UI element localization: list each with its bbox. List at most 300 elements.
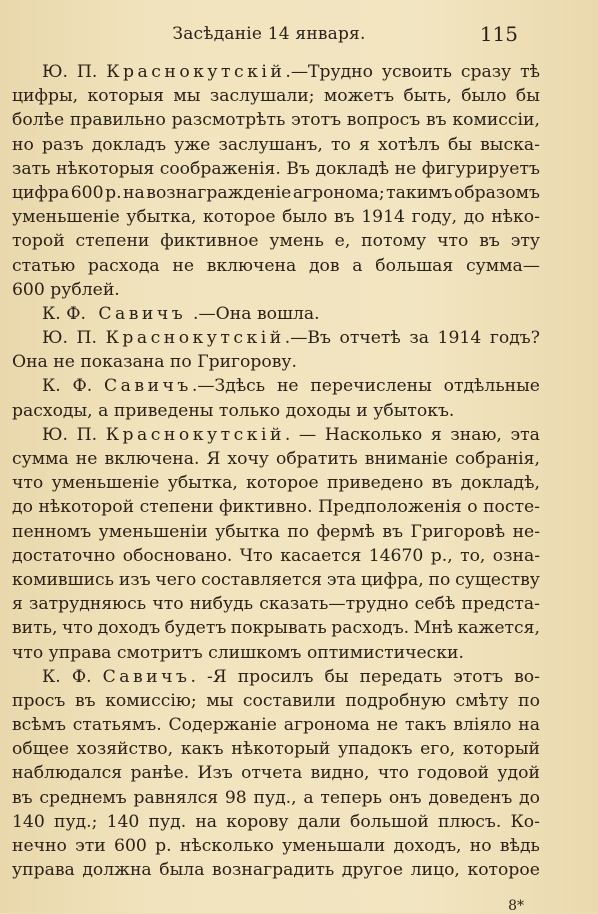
word-group	[259, 592, 408, 616]
text-line	[12, 133, 540, 157]
word-group	[75, 834, 106, 858]
word: дов	[308, 255, 340, 276]
word: а	[352, 255, 363, 276]
word-group	[12, 834, 67, 858]
word: всѣмъ	[12, 715, 66, 736]
text-line	[12, 374, 540, 398]
word: -Я	[206, 666, 227, 687]
word: обратить	[275, 449, 358, 469]
word-group	[293, 181, 385, 205]
word: цифры,	[12, 86, 79, 107]
word: 600	[70, 182, 104, 203]
word-group	[12, 447, 69, 471]
word: р.	[155, 836, 172, 856]
speaker-name: Краснокутскій	[106, 62, 286, 82]
word: правильно	[69, 110, 166, 131]
word-group	[71, 181, 104, 205]
word-group	[106, 326, 331, 350]
word: докладъ	[91, 134, 167, 155]
word: .—Здѣсь	[191, 376, 266, 397]
word-group	[422, 157, 540, 181]
word: что	[152, 594, 184, 615]
word: бы	[447, 134, 472, 155]
word: 1914	[437, 328, 482, 349]
speaker-name: Савичъ	[104, 376, 192, 397]
word-group	[172, 108, 286, 132]
word-group	[240, 544, 273, 568]
text-line	[12, 495, 540, 519]
word-group	[415, 592, 456, 616]
word: наблюдался	[12, 763, 123, 784]
word: такъ	[405, 715, 447, 736]
word: удой	[497, 763, 540, 784]
word: можетъ	[323, 86, 395, 107]
word: управа	[12, 860, 75, 881]
word: докладѣ,	[460, 473, 540, 494]
word-group	[493, 544, 540, 568]
word: доходъ,	[393, 836, 462, 856]
word-group	[269, 229, 323, 253]
word: Предположенія	[318, 497, 462, 518]
word-group	[210, 84, 315, 108]
word-group	[310, 374, 431, 398]
text-line	[12, 761, 540, 785]
word-group	[12, 520, 91, 544]
word: равнялся	[133, 787, 219, 808]
word-group	[146, 181, 291, 205]
word: нѣсколько	[179, 836, 274, 856]
word-group	[206, 689, 233, 713]
word-group	[227, 447, 269, 471]
word-group	[467, 858, 539, 882]
word: мы	[173, 86, 201, 107]
word-group	[42, 133, 84, 157]
word-group	[197, 761, 232, 785]
word: озна-	[492, 545, 540, 566]
word: году,	[411, 207, 458, 228]
word: .	[284, 424, 291, 445]
word-group	[282, 834, 385, 858]
word-group	[518, 713, 540, 737]
word: предста-	[461, 594, 540, 615]
word-group	[42, 60, 68, 84]
word: до	[12, 497, 33, 518]
word-group	[382, 520, 403, 544]
word: на	[195, 811, 218, 832]
word-group	[394, 834, 462, 858]
word: 98	[224, 787, 247, 808]
word: Я	[206, 449, 221, 469]
word: хотѣлъ	[378, 134, 440, 155]
word: смѣту	[455, 690, 509, 711]
word-group	[311, 761, 370, 785]
word: умень	[269, 231, 324, 252]
word: уменьшали	[282, 836, 386, 856]
word-group	[382, 60, 452, 84]
word-group	[455, 447, 540, 471]
word-group	[103, 665, 196, 689]
word: подробную	[345, 690, 446, 711]
word: большая	[375, 255, 454, 276]
word-group	[414, 616, 453, 640]
word-group	[438, 810, 501, 834]
word: убытка,	[167, 473, 238, 494]
text-line	[12, 616, 540, 640]
word: К.	[42, 376, 61, 397]
word: Ю.	[42, 328, 68, 349]
word: въ	[334, 207, 355, 228]
word: передать	[359, 666, 443, 687]
word: П.	[76, 424, 98, 445]
word-group	[77, 737, 173, 761]
speaker-name: Краснокутскій	[105, 424, 285, 445]
word-group	[12, 544, 115, 568]
word: 1914	[361, 207, 405, 228]
word: пуд.,	[253, 787, 297, 808]
text-line	[12, 278, 540, 302]
word-group	[42, 374, 61, 398]
text-line	[12, 205, 540, 229]
word: доведенъ	[428, 787, 513, 808]
word: Ф.	[71, 666, 92, 687]
text-line	[12, 858, 540, 882]
word-group	[450, 423, 502, 447]
word-group	[241, 761, 302, 785]
word: хочу	[227, 449, 269, 469]
word-group	[325, 665, 349, 689]
word: ранѣе.	[130, 763, 190, 784]
word: нѣкоторый	[231, 739, 331, 760]
word-group	[12, 471, 43, 495]
word: отчета	[241, 763, 303, 784]
word-group	[174, 133, 210, 157]
word: комиссію;	[105, 690, 197, 711]
word: не	[172, 255, 195, 276]
word-group	[395, 157, 417, 181]
word-group	[104, 374, 265, 398]
word-group	[12, 761, 122, 785]
word-group	[180, 834, 274, 858]
word-group	[12, 810, 45, 834]
word-group	[466, 254, 540, 278]
text-line	[12, 302, 540, 326]
word: пуд.	[148, 811, 187, 832]
word-group	[520, 60, 540, 84]
word-group	[431, 423, 442, 447]
signature-mark: 8*	[508, 898, 524, 914]
word: включена	[206, 255, 297, 276]
word-group	[72, 665, 92, 689]
word-group	[460, 544, 485, 568]
word-group	[226, 810, 288, 834]
word: Григоровѣ	[410, 521, 506, 542]
text-line	[12, 520, 540, 544]
word-group	[238, 665, 314, 689]
word: вознаградить	[212, 860, 335, 881]
word-group	[42, 665, 61, 689]
word-group	[12, 181, 69, 205]
word: Въ	[286, 158, 310, 179]
word: среднемъ	[39, 787, 127, 808]
word-group	[152, 592, 183, 616]
word: достаточно	[12, 545, 116, 566]
word-group	[299, 423, 316, 447]
speaker-name: Савичъ	[98, 303, 187, 324]
word-group	[309, 254, 340, 278]
word-group	[361, 229, 426, 253]
word-group	[218, 133, 322, 157]
word-group	[133, 786, 218, 810]
word: .—Трудно	[285, 62, 373, 82]
word: корову	[226, 811, 289, 832]
text-line	[12, 84, 540, 108]
word: упадокъ	[337, 739, 413, 760]
word-group	[453, 665, 503, 689]
word: а	[303, 787, 314, 808]
word: въ	[12, 787, 33, 808]
word: плюсъ.	[437, 811, 502, 832]
text-line	[12, 423, 540, 447]
word: нѣкоторыя	[55, 158, 155, 179]
word: изъ	[118, 569, 151, 590]
word: торой	[12, 231, 65, 252]
word-group	[106, 423, 291, 447]
word-group	[190, 592, 253, 616]
word-group	[470, 834, 492, 858]
word-group	[511, 229, 540, 253]
word: которое	[246, 473, 319, 494]
word: заслушали;	[209, 86, 315, 107]
word: просъ	[12, 690, 66, 711]
word-group	[360, 665, 443, 689]
word-group	[88, 84, 164, 108]
word: болѣе	[12, 110, 65, 131]
word: приведено	[327, 473, 424, 494]
running-header	[14, 20, 524, 50]
word: заслушанъ,	[218, 134, 323, 155]
word: существу	[455, 569, 540, 590]
word-group	[140, 495, 214, 519]
word-group	[160, 157, 281, 181]
word: то,	[460, 545, 486, 566]
word-group	[12, 495, 33, 519]
word: бы	[515, 86, 540, 107]
word-group	[461, 84, 506, 108]
word-group	[340, 326, 401, 350]
word-group	[73, 713, 162, 737]
word: я	[12, 594, 23, 615]
word-group	[76, 229, 150, 253]
text-line	[12, 592, 540, 616]
word-group	[428, 786, 512, 810]
word-group	[420, 737, 455, 761]
word-group	[378, 761, 409, 785]
word-group	[246, 471, 318, 495]
word-group	[389, 786, 422, 810]
word-group	[461, 60, 511, 84]
word-group	[215, 520, 280, 544]
word: но	[469, 836, 492, 856]
word-group	[479, 229, 500, 253]
word: сказать—трудно	[259, 594, 409, 615]
word-group	[417, 761, 489, 785]
word: эта	[326, 569, 357, 590]
word: 140	[106, 811, 140, 832]
word-group	[195, 810, 217, 834]
word: нибудь	[189, 594, 254, 615]
word: е,	[334, 231, 351, 252]
word-group	[428, 568, 450, 592]
text-line	[12, 157, 540, 181]
word-group	[52, 471, 160, 495]
word: кажется,	[457, 618, 540, 639]
word: было	[282, 207, 328, 228]
word: зать	[12, 158, 51, 179]
word: статью	[12, 255, 76, 276]
word-group	[54, 810, 97, 834]
word-group	[29, 592, 146, 616]
word: расхода	[87, 255, 160, 276]
word-group	[426, 108, 447, 132]
word-group	[207, 665, 227, 689]
word-group	[335, 229, 351, 253]
text-line	[12, 834, 540, 858]
word-group	[231, 737, 330, 761]
header-title: Засѣданіе 14 января.	[172, 24, 366, 44]
word: что	[61, 618, 94, 639]
word-group	[497, 761, 540, 785]
word-group	[461, 471, 540, 495]
word: тѣ	[520, 62, 540, 82]
word: Мнѣ	[413, 618, 454, 639]
word: фиктивное	[160, 231, 259, 252]
word: другое	[341, 860, 404, 881]
word: фиктивно.	[218, 497, 313, 518]
word: 600	[114, 836, 147, 856]
word: нѣкоторой	[38, 497, 135, 518]
word-group	[77, 326, 97, 350]
word-group	[403, 84, 451, 108]
word: что	[377, 763, 410, 784]
word: не	[394, 158, 417, 179]
word-group	[287, 520, 309, 544]
word: мы	[206, 690, 234, 711]
word-group	[155, 568, 196, 592]
word: собранія,	[455, 449, 540, 469]
word-group	[318, 495, 462, 519]
word-group	[206, 447, 220, 471]
word: Содержаніе	[168, 715, 277, 736]
word: то	[330, 134, 351, 155]
word: вниманіе	[364, 449, 449, 469]
word-group	[500, 834, 540, 858]
word-group	[327, 568, 356, 592]
word-group	[212, 858, 334, 882]
word-group	[483, 495, 540, 519]
page-number: 115	[479, 22, 518, 46]
word-group	[12, 254, 75, 278]
word: годъ?	[489, 328, 540, 349]
word: не-	[512, 521, 540, 542]
word-group	[286, 157, 310, 181]
word-group	[39, 786, 126, 810]
word-group	[325, 423, 422, 447]
word: теперь	[320, 787, 383, 808]
word: агронома	[283, 715, 370, 736]
word: дали	[297, 811, 341, 832]
word-group	[155, 834, 171, 858]
word: лицо,	[410, 860, 460, 881]
text-line	[12, 786, 540, 810]
word: не	[75, 449, 98, 469]
word-group	[104, 447, 199, 471]
word-group	[12, 84, 78, 108]
word: убытка	[215, 521, 280, 542]
word: что	[12, 473, 44, 494]
text-run: Она не показана по Григорову.	[12, 352, 297, 373]
word: соображенія.	[159, 158, 281, 179]
text-line	[12, 665, 540, 689]
word-group	[77, 60, 97, 84]
word: не	[376, 715, 399, 736]
word-group	[345, 689, 446, 713]
word: разъ	[41, 134, 84, 155]
word-group	[12, 737, 69, 761]
word: отчетѣ	[339, 328, 401, 349]
word: вопросъ	[346, 110, 421, 131]
word: Ко-	[510, 811, 540, 832]
text-line	[12, 399, 540, 423]
word: усвоить	[381, 62, 452, 82]
text-line	[12, 713, 540, 737]
word-group	[334, 205, 355, 229]
word-group	[254, 786, 297, 810]
word: Насколько	[324, 424, 423, 445]
word: онъ	[388, 787, 422, 808]
word-group	[315, 157, 389, 181]
word-group	[491, 205, 540, 229]
word-group	[12, 616, 57, 640]
text-line	[12, 471, 540, 495]
word: комившись	[12, 569, 115, 590]
word-group	[149, 810, 187, 834]
word: расходъ.	[331, 618, 410, 639]
word: эту	[510, 231, 540, 252]
word: хозяйство,	[76, 739, 174, 760]
word: по	[428, 569, 451, 590]
word-group	[70, 108, 166, 132]
word: общее	[12, 739, 70, 760]
word-group	[452, 108, 540, 132]
word-group	[88, 254, 160, 278]
word: .—Въ	[284, 328, 331, 349]
word: включена.	[104, 449, 200, 469]
word-group	[342, 858, 403, 882]
word: въ	[74, 690, 96, 711]
word: такимъ	[386, 182, 453, 203]
word-group	[77, 423, 97, 447]
word-group	[123, 544, 233, 568]
word: вознагражденіе	[146, 182, 292, 203]
word: агронома;	[292, 182, 385, 203]
text-line	[12, 326, 540, 350]
word: на	[123, 182, 145, 203]
speaker-name: Савичъ	[102, 666, 191, 687]
word: пуд.;	[53, 811, 98, 832]
word: большой	[350, 811, 429, 832]
word-group	[361, 568, 424, 592]
word: эти	[75, 836, 106, 856]
